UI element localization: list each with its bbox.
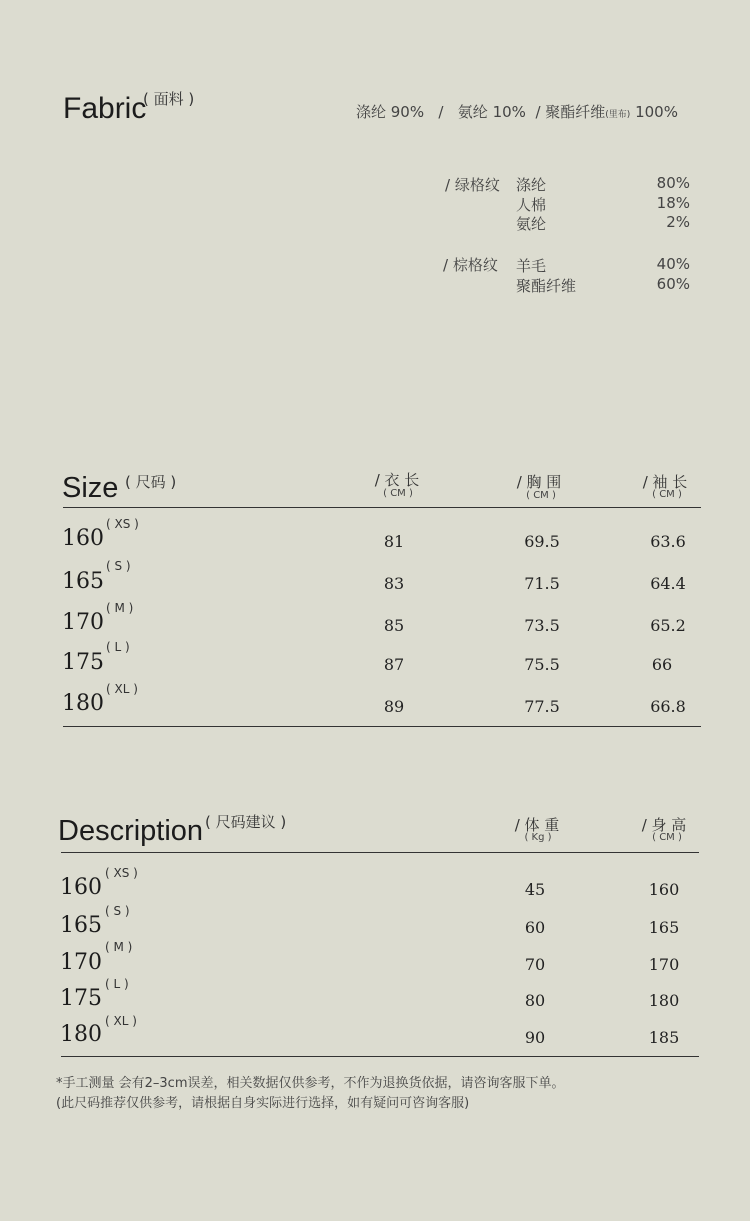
fabric-material: 羊毛 bbox=[516, 257, 547, 275]
size-cell: 64.4 bbox=[650, 574, 686, 593]
size-cell: 75.5 bbox=[524, 655, 560, 674]
desc-row-number: 175 bbox=[60, 986, 102, 1011]
fabric-material: 人棉 bbox=[516, 196, 547, 214]
fabric-material: 聚酯纤维 bbox=[516, 277, 577, 295]
desc-cell: 160 bbox=[648, 880, 680, 899]
description-footer-divider bbox=[61, 1056, 699, 1057]
desc-row-number: 160 bbox=[60, 875, 102, 900]
fabric-material: 涤纶 bbox=[516, 176, 547, 194]
size-cell: 87 bbox=[383, 655, 405, 674]
desc-row-number: 180 bbox=[60, 1022, 102, 1047]
size-cell: 66 bbox=[651, 655, 673, 674]
size-subtitle: ( 尺码 ) bbox=[125, 473, 177, 491]
size-row-label: ( XS ) bbox=[106, 517, 139, 531]
fabric-group-name: / 绿格纹 bbox=[445, 176, 500, 194]
desc-cell: 60 bbox=[524, 918, 546, 937]
desc-row-label: ( XL ) bbox=[105, 1014, 137, 1028]
size-cell: 83 bbox=[383, 574, 405, 593]
desc-col-weight-unit: ( Kg ) bbox=[524, 832, 552, 843]
fabric-percent: 18% bbox=[656, 194, 690, 212]
size-footer-divider bbox=[63, 726, 701, 727]
size-cell: 63.6 bbox=[650, 532, 686, 551]
fabric-percent: 40% bbox=[656, 255, 690, 273]
desc-cell: 90 bbox=[524, 1028, 546, 1047]
fabric-main-part: 涤纶 90% bbox=[356, 103, 425, 121]
desc-cell: 180 bbox=[648, 991, 680, 1010]
desc-row-label: ( XS ) bbox=[105, 866, 138, 880]
fabric-material: 氨纶 bbox=[516, 215, 547, 233]
size-cell: 73.5 bbox=[524, 616, 560, 635]
fabric-main-part: 100% bbox=[635, 103, 678, 121]
desc-cell: 80 bbox=[524, 991, 546, 1010]
size-cell: 81 bbox=[383, 532, 405, 551]
desc-cell: 45 bbox=[524, 880, 546, 899]
size-header-divider bbox=[63, 507, 701, 508]
desc-col-height: / 身 高 bbox=[641, 816, 687, 834]
size-row-number: 175 bbox=[62, 650, 104, 675]
desc-row-number: 165 bbox=[60, 913, 102, 938]
desc-col-weight: / 体 重 bbox=[514, 816, 560, 834]
desc-cell: 70 bbox=[524, 955, 546, 974]
fabric-group-name: / 棕格纹 bbox=[443, 256, 498, 274]
size-col-chest-unit: ( CM ) bbox=[526, 490, 556, 501]
size-cell: 89 bbox=[383, 697, 405, 716]
description-subtitle: ( 尺码建议 ) bbox=[205, 813, 287, 831]
desc-row-label: ( M ) bbox=[105, 940, 133, 954]
fabric-main-part: / 聚酯纤维 bbox=[535, 103, 606, 121]
size-col-chest: / 胸 围 bbox=[516, 473, 562, 491]
desc-row-label: ( S ) bbox=[105, 904, 130, 918]
size-cell: 85 bbox=[383, 616, 405, 635]
size-cell: 71.5 bbox=[524, 574, 560, 593]
fabric-main-composition bbox=[356, 101, 678, 122]
size-row-label: ( S ) bbox=[106, 559, 131, 573]
fabric-percent: 2% bbox=[666, 213, 690, 231]
fabric-main-part: 氨纶 10% bbox=[457, 103, 526, 121]
desc-cell: 165 bbox=[648, 918, 680, 937]
size-row-number: 180 bbox=[62, 691, 104, 716]
desc-cell: 170 bbox=[648, 955, 680, 974]
size-col-length: / 衣 长 bbox=[374, 471, 420, 489]
size-row-number: 160 bbox=[62, 526, 104, 551]
fabric-main-separator: / bbox=[438, 103, 444, 121]
desc-row-number: 170 bbox=[60, 950, 102, 975]
size-row-label: ( XL ) bbox=[106, 682, 138, 696]
desc-cell: 185 bbox=[648, 1028, 680, 1047]
size-cell: 66.8 bbox=[650, 697, 686, 716]
fabric-title: Fabric bbox=[63, 92, 147, 125]
fabric-lining-note: (里布) bbox=[605, 110, 631, 120]
size-row-number: 165 bbox=[62, 569, 104, 594]
description-title: Description bbox=[58, 815, 204, 847]
size-cell: 65.2 bbox=[650, 616, 686, 635]
size-row-label: ( M ) bbox=[106, 601, 134, 615]
measurement-note: *手工测量 会有2–3cm误差，相关数据仅供参考，不作为退换货依据，请咨询客服下单。 bbox=[56, 1076, 565, 1091]
size-row-number: 170 bbox=[62, 610, 104, 635]
size-col-length-unit: ( CM ) bbox=[383, 488, 413, 499]
size-cell: 77.5 bbox=[524, 697, 560, 716]
size-title: Size bbox=[62, 472, 119, 504]
description-header-divider bbox=[61, 852, 699, 853]
size-row-label: ( L ) bbox=[106, 640, 130, 654]
desc-col-height-unit: ( CM ) bbox=[652, 832, 682, 843]
fabric-percent: 80% bbox=[656, 174, 690, 192]
recommendation-note: (此尺码推荐仅供参考，请根据自身实际进行选择，如有疑问可咨询客服) bbox=[56, 1096, 470, 1111]
desc-row-label: ( L ) bbox=[105, 977, 129, 991]
size-cell: 69.5 bbox=[524, 532, 560, 551]
size-col-sleeve-unit: ( CM ) bbox=[652, 489, 682, 500]
size-col-sleeve: / 袖 长 bbox=[642, 473, 688, 491]
fabric-percent: 60% bbox=[656, 275, 690, 293]
fabric-subtitle: ( 面料 ) bbox=[143, 90, 195, 108]
